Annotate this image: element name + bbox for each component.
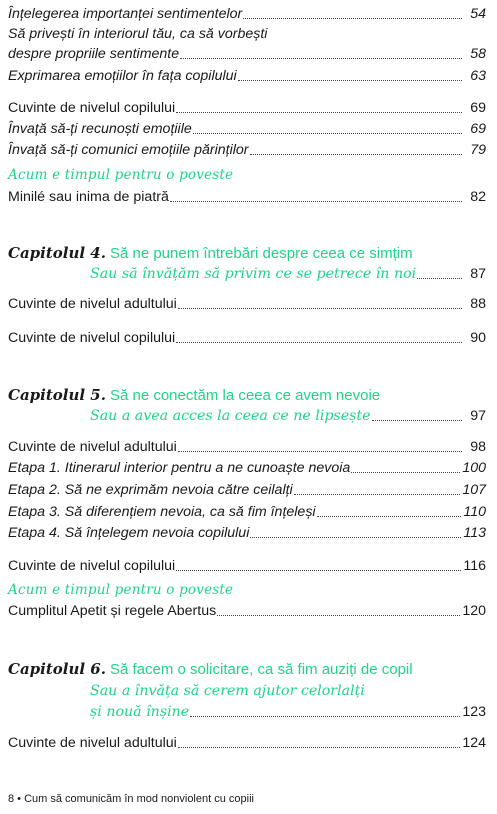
entry-title: Etapa 2. Să ne exprimăm nevoia către ceilalți bbox=[8, 482, 293, 498]
leader-dots bbox=[190, 716, 460, 717]
entry-page: 69 bbox=[470, 100, 486, 116]
entry-title-line1: Să privești în interiorul tău, ca să vorbești bbox=[8, 26, 268, 42]
toc-entry bbox=[8, 4, 486, 24]
entry-title: Cuvinte de nivelul adultului bbox=[8, 735, 177, 751]
entry-page: 63 bbox=[470, 68, 486, 84]
leader-dots bbox=[238, 80, 462, 81]
entry-title: Cuvinte de nivelul copilului bbox=[8, 558, 176, 574]
entry-page: 54 bbox=[470, 6, 486, 22]
chapter-subtitle-entry bbox=[90, 264, 486, 284]
leader-dots bbox=[250, 537, 461, 538]
leader-dots bbox=[176, 342, 462, 343]
entry-title: Cuvinte de nivelul copilului bbox=[8, 330, 176, 346]
chapter-title: Să ne conectăm la ceea ce avem nevoie bbox=[109, 387, 381, 404]
leader-dots bbox=[176, 112, 462, 113]
toc-entry bbox=[8, 523, 486, 543]
toc-entry bbox=[8, 98, 486, 118]
entry-title: Înțelegerea importanței sentimentelor bbox=[8, 6, 243, 22]
chapter-number: Capitolul 4. bbox=[8, 244, 106, 262]
toc-entry bbox=[8, 556, 486, 576]
chapter-title: Să ne punem întrebări despre ceea ce simțim bbox=[109, 245, 413, 262]
chapter-number: Capitolul 6. bbox=[8, 660, 106, 678]
toc-entry bbox=[8, 119, 486, 139]
chapter-subtitle: Sau să învățăm să privim ce se petrece în noi bbox=[90, 266, 417, 282]
chapter-heading bbox=[8, 657, 413, 682]
toc-entry bbox=[8, 187, 486, 207]
leader-dots bbox=[178, 308, 462, 309]
leader-dots bbox=[294, 494, 461, 495]
entry-title: Cuvinte de nivelul adultului bbox=[8, 296, 177, 312]
leader-dots bbox=[417, 278, 462, 279]
toc-entry bbox=[8, 294, 486, 314]
entry-page: 82 bbox=[470, 189, 486, 205]
page-footer: 8 • Cum să comunicăm în mod nonviolent cu copiii bbox=[8, 793, 254, 805]
leader-dots bbox=[170, 201, 462, 202]
leader-dots bbox=[178, 451, 462, 452]
leader-dots bbox=[250, 154, 463, 155]
toc-entry bbox=[8, 66, 486, 86]
entry-title: Cumplitul Apetit și regele Abertus bbox=[8, 603, 217, 619]
chapter-subtitle-entry bbox=[90, 406, 486, 426]
story-label: Acum e timpul pentru o poveste bbox=[8, 167, 234, 183]
entry-title: Exprimarea emoțiilor în fața copilului bbox=[8, 68, 237, 84]
entry-page: 113 bbox=[463, 525, 486, 541]
leader-dots bbox=[180, 58, 462, 59]
entry-page: 116 bbox=[463, 558, 486, 574]
leader-dots bbox=[217, 615, 460, 616]
toc-entry bbox=[8, 502, 486, 522]
chapter-subtitle: și nouă înșine bbox=[90, 704, 190, 720]
entry-page: 90 bbox=[470, 330, 486, 346]
entry-page: 87 bbox=[470, 266, 486, 282]
entry-page: 107 bbox=[462, 482, 486, 498]
entry-title: Cuvinte de nivelul adultului bbox=[8, 439, 177, 455]
toc-entry bbox=[8, 601, 486, 621]
entry-page: 58 bbox=[470, 46, 486, 62]
entry-page: 98 bbox=[470, 439, 486, 455]
story-label: Acum e timpul pentru o poveste bbox=[8, 582, 234, 598]
entry-title: Etapa 4. Să înțelegem nevoia copilului bbox=[8, 525, 250, 541]
entry-page: 110 bbox=[463, 504, 486, 520]
entry-title: Învață să-ți recunoști emoțiile bbox=[8, 121, 192, 137]
toc-entry bbox=[8, 733, 486, 753]
toc-entry bbox=[8, 480, 486, 500]
entry-title: Etapa 1. Itinerarul interior pentru a ne cunoaște nevoia bbox=[8, 460, 351, 476]
entry-page: 79 bbox=[470, 142, 486, 158]
chapter-heading bbox=[8, 383, 380, 408]
entry-page: 124 bbox=[462, 735, 486, 751]
entry-page: 123 bbox=[462, 704, 486, 720]
leader-dots bbox=[351, 472, 460, 473]
chapter-subtitle-entry bbox=[90, 702, 486, 722]
leader-dots bbox=[372, 420, 463, 421]
entry-page: 69 bbox=[470, 121, 486, 137]
entry-page: 120 bbox=[462, 603, 486, 619]
entry-page: 100 bbox=[462, 460, 486, 476]
leader-dots bbox=[317, 516, 462, 517]
leader-dots bbox=[176, 570, 461, 571]
chapter-number: Capitolul 5. bbox=[8, 386, 106, 404]
chapter-heading bbox=[8, 241, 413, 266]
toc-entry bbox=[8, 44, 486, 64]
leader-dots bbox=[243, 18, 462, 19]
entry-page: 88 bbox=[470, 296, 486, 312]
chapter-title: Să facem o solicitare, ca să fim auziți de copil bbox=[109, 661, 413, 678]
toc-entry bbox=[8, 437, 486, 457]
entry-title: Minilé sau inima de piatră bbox=[8, 189, 169, 205]
leader-dots bbox=[178, 747, 461, 748]
entry-title: Etapa 3. Să diferențiem nevoia, ca să fim înțeleși bbox=[8, 504, 316, 520]
toc-entry bbox=[8, 140, 486, 160]
entry-page: 97 bbox=[470, 408, 486, 424]
chapter-subtitle-line1: Sau a învăța să cerem ajutor celorlalți bbox=[90, 683, 365, 699]
toc-entry bbox=[8, 458, 486, 478]
entry-title: Cuvinte de nivelul copilului bbox=[8, 100, 176, 116]
chapter-subtitle: Sau a avea acces la ceea ce ne lipsește bbox=[90, 408, 371, 424]
entry-title: despre propriile sentimente bbox=[8, 46, 180, 62]
entry-title: Învață să-ți comunici emoțiile părinților bbox=[8, 142, 249, 158]
leader-dots bbox=[193, 133, 462, 134]
toc-entry bbox=[8, 328, 486, 348]
